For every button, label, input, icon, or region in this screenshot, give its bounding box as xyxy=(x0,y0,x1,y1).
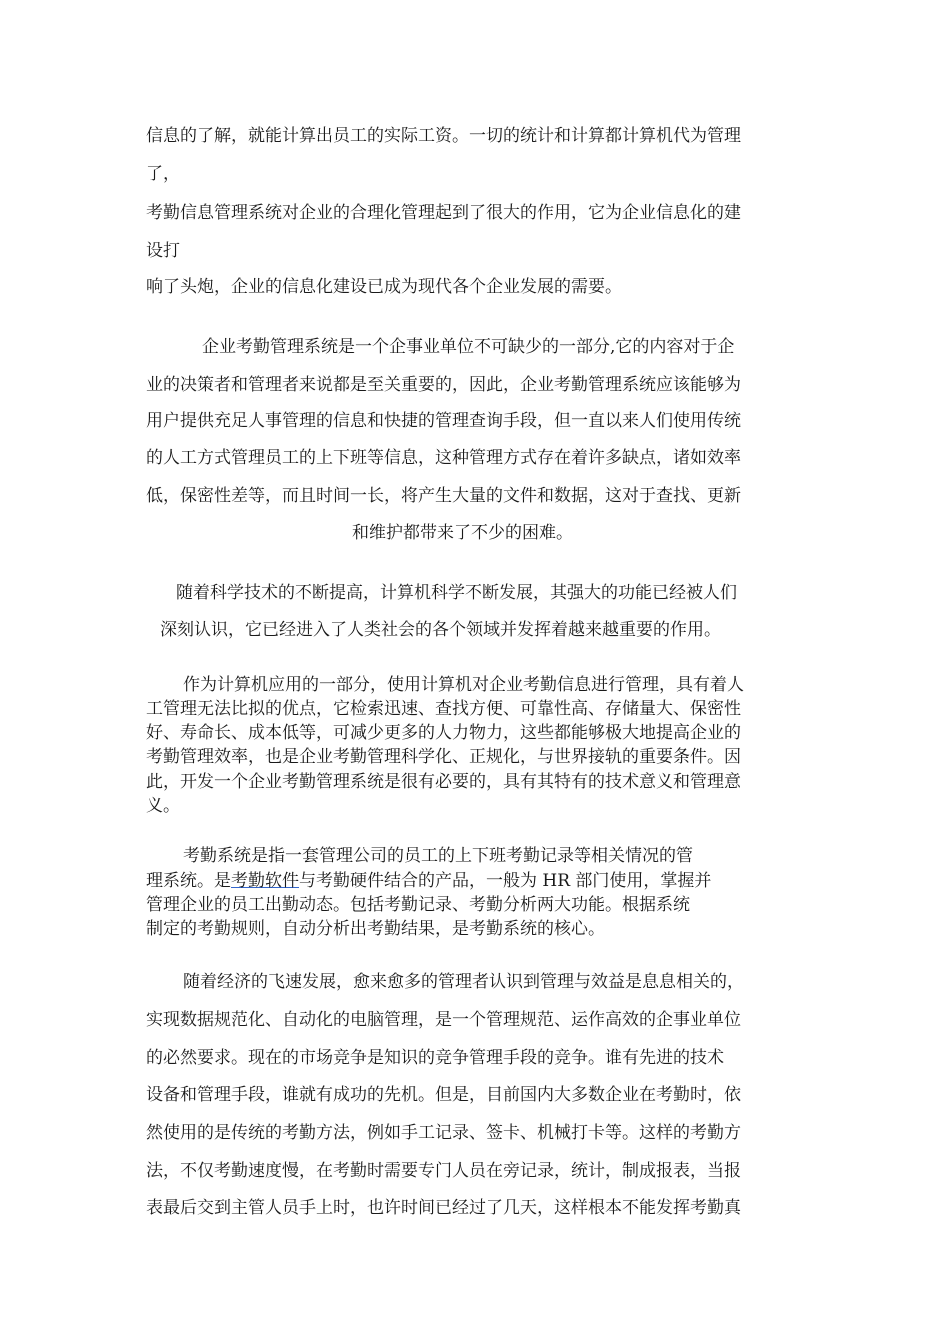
text-line: 随着科学技术的不断提高，计算机科学不断发展，其强大的功能已经被人们 xyxy=(176,583,737,603)
text-line: 表最后交到主管人员手上时，也许时间已经过了几天，这样根本不能发挥考勤真 xyxy=(146,1198,741,1218)
text-line: 好、寿命长、成本低等，可减少更多的人力物力，这些都能够极大地提高企业的 xyxy=(146,723,741,743)
text-line: 和维护都带来了不少的困难。 xyxy=(352,523,573,543)
text-line: 的必然要求。现在的市场竞争是知识的竞争管理手段的竞争。谁有先进的技术 xyxy=(146,1048,724,1068)
text-line: 作为计算机应用的一部分，使用计算机对企业考勤信息进行管理，具有着人 xyxy=(183,675,744,695)
text-line: 业的决策者和管理者来说都是至关重要的，因此，企业考勤管理系统应该能够为 xyxy=(146,375,741,395)
text-line: 考勤信息管理系统对企业的合理化管理起到了很大的作用，它为企业信息化的建 xyxy=(146,203,741,223)
text-line: 法，不仅考勤速度慢，在考勤时需要专门人员在旁记录，统计，制成报表，当报 xyxy=(146,1161,741,1181)
text-line: 工管理无法比拟的优点，它检索迅速、查找方便、可靠性高、存储量大、保密性 xyxy=(146,699,741,719)
attendance-software-link[interactable]: 考勤软件 xyxy=(231,871,299,891)
text-segment: 理系统。是 xyxy=(146,871,231,891)
text-line: 考勤管理效率，也是企业考勤管理科学化、正规化，与世界接轨的重要条件。因 xyxy=(146,747,741,767)
text-line: 企业考勤管理系统是一个企事业单位不可缺少的一部分,它的内容对于企 xyxy=(202,337,735,357)
text-line: 深刻认识，它已经进入了人类社会的各个领域并发挥着越来越重要的作用。 xyxy=(160,620,721,640)
text-line: 低，保密性差等，而且时间一长，将产生大量的文件和数据，这对于查找、更新 xyxy=(146,486,741,506)
text-line: 义。 xyxy=(146,796,180,816)
text-line: 制定的考勤规则，自动分析出考勤结果，是考勤系统的核心。 xyxy=(146,919,605,939)
text-line: 设打 xyxy=(146,241,180,261)
text-line: 实现数据规范化、自动化的电脑管理，是一个管理规范、运作高效的企事业单位 xyxy=(146,1010,741,1030)
text-line: 用户提供充足人事管理的信息和快捷的管理查询手段，但一直以来人们使用传统 xyxy=(146,411,741,431)
text-line: 了， xyxy=(146,164,180,184)
text-line: 然使用的是传统的考勤方法，例如手工记录、签卡、机械打卡等。这样的考勤方 xyxy=(146,1123,741,1143)
text-segment: 与考勤硬件结合的产品，一般为 HR 部门使用，掌握并 xyxy=(299,871,712,891)
text-line: 设备和管理手段，谁就有成功的先机。但是，目前国内大多数企业在考勤时，依 xyxy=(146,1085,741,1105)
text-line: 管理企业的员工出勤动态。包括考勤记录、考勤分析两大功能。根据系统 xyxy=(146,895,690,915)
text-line: 此，开发一个企业考勤管理系统是很有必要的，具有其特有的技术意义和管理意 xyxy=(146,772,741,792)
text-line: 响了头炮，企业的信息化建设已成为现代各个企业发展的需要。 xyxy=(146,277,622,297)
text-line: 信息的了解，就能计算出员工的实际工资。一切的统计和计算都计算机代为管理 xyxy=(146,126,741,146)
text-line: 的人工方式管理员工的上下班等信息，这种管理方式存在着许多缺点，诸如效率 xyxy=(146,448,741,468)
text-line: 随着经济的飞速发展，愈来愈多的管理者认识到管理与效益是息息相关的， xyxy=(183,972,744,992)
text-line: 考勤系统是指一套管理公司的员工的上下班考勤记录等相关情况的管 xyxy=(183,846,693,866)
text-line xyxy=(146,866,711,891)
